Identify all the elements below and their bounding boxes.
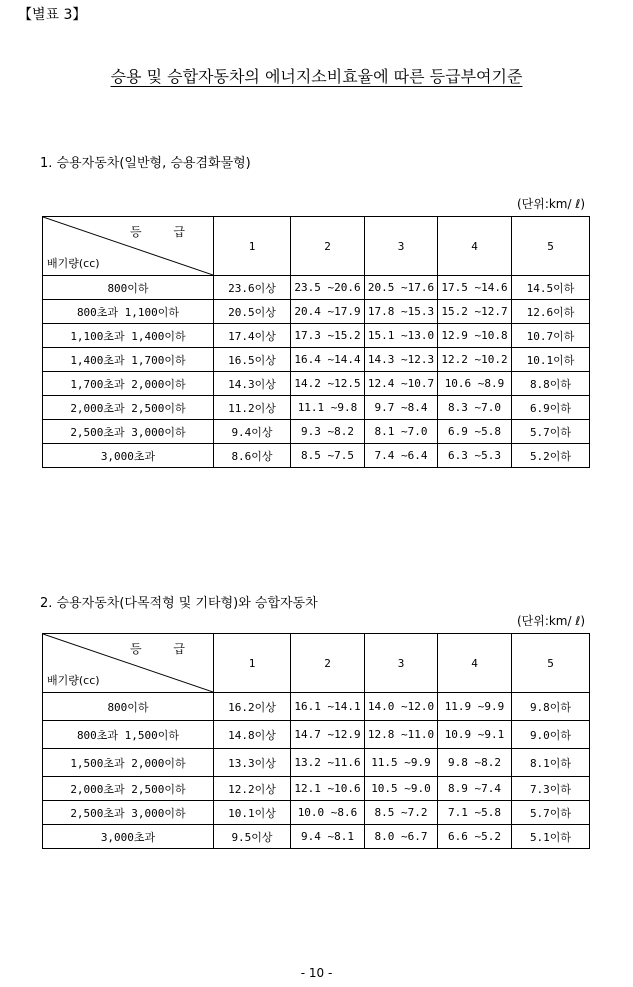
row-label: 1,100초과 1,400이하 [43, 324, 214, 348]
table-cell: 15.1 ~13.0 [365, 324, 438, 348]
grade-header-3: 3 [365, 217, 438, 276]
annex-label: 【별표 3】 [18, 7, 87, 23]
table-cell: 17.4이상 [214, 324, 291, 348]
table-cell: 14.0 ~12.0 [365, 693, 438, 721]
grade-header-label: 등 급 [130, 225, 199, 239]
table-cell: 10.7이하 [512, 324, 590, 348]
displacement-header-label: 배기량(cc) [47, 257, 100, 270]
table-cell: 8.0 ~6.7 [365, 825, 438, 849]
table-cell: 12.1 ~10.6 [291, 777, 365, 801]
row-label: 800이하 [43, 276, 214, 300]
row-label: 800초과 1,100이하 [43, 300, 214, 324]
table-cell: 23.5 ~20.6 [291, 276, 365, 300]
table-cell: 6.6 ~5.2 [438, 825, 512, 849]
table-row [43, 693, 590, 721]
table-row [43, 825, 590, 849]
table-cell: 17.8 ~15.3 [365, 300, 438, 324]
table-cell: 8.9 ~7.4 [438, 777, 512, 801]
table-cell: 8.8이하 [512, 372, 590, 396]
table-cell: 5.2이하 [512, 444, 590, 468]
table-row [43, 300, 590, 324]
table-cell: 8.1이하 [512, 749, 590, 777]
table-row [43, 749, 590, 777]
table-cell: 5.7이하 [512, 801, 590, 825]
table-cell: 8.6이상 [214, 444, 291, 468]
table-cell: 8.1 ~7.0 [365, 420, 438, 444]
table-cell: 10.9 ~9.1 [438, 721, 512, 749]
table-row [43, 420, 590, 444]
row-label: 3,000초과 [43, 444, 214, 468]
table-cell: 6.9 ~5.8 [438, 420, 512, 444]
table-header-row [43, 634, 590, 693]
table-cell: 8.5 ~7.5 [291, 444, 365, 468]
displacement-header-label: 배기량(cc) [47, 674, 100, 687]
table-cell: 9.4이상 [214, 420, 291, 444]
page-title [0, 64, 633, 87]
table-cell: 16.4 ~14.4 [291, 348, 365, 372]
table-cell: 16.2이상 [214, 693, 291, 721]
table-cell: 8.5 ~7.2 [365, 801, 438, 825]
table-cell: 14.3이상 [214, 372, 291, 396]
table-cell: 13.3이상 [214, 749, 291, 777]
table-cell: 11.1 ~9.8 [291, 396, 365, 420]
table-cell: 17.3 ~15.2 [291, 324, 365, 348]
row-label: 800초과 1,500이하 [43, 721, 214, 749]
row-label: 2,000초과 2,500이하 [43, 396, 214, 420]
table-row [43, 324, 590, 348]
section2-heading: 2. 승용자동차(다목적형 및 기타형)와 승합자동차 [40, 596, 318, 611]
grade-header-1: 1 [214, 217, 291, 276]
section2-unit: (단위:km/ ℓ) [516, 614, 585, 628]
grade-header-5: 5 [512, 634, 590, 693]
table-header-row [43, 217, 590, 276]
table-cell: 10.6 ~8.9 [438, 372, 512, 396]
table-cell: 20.5이상 [214, 300, 291, 324]
table-cell: 12.6이하 [512, 300, 590, 324]
table-cell: 23.6이상 [214, 276, 291, 300]
table-row [43, 721, 590, 749]
row-label: 1,400초과 1,700이하 [43, 348, 214, 372]
table-cell: 9.5이상 [214, 825, 291, 849]
table-row [43, 444, 590, 468]
table-cell: 11.9 ~9.9 [438, 693, 512, 721]
table-cell: 15.2 ~12.7 [438, 300, 512, 324]
table-cell: 10.5 ~9.0 [365, 777, 438, 801]
grade-header-4: 4 [438, 217, 512, 276]
table-cell: 16.1 ~14.1 [291, 693, 365, 721]
table-cell: 14.7 ~12.9 [291, 721, 365, 749]
table-cell: 10.1이하 [512, 348, 590, 372]
table-cell: 7.3이하 [512, 777, 590, 801]
grade-table-2 [42, 633, 590, 849]
grade-header-1: 1 [214, 634, 291, 693]
section1-heading: 1. 승용자동차(일반형, 승용겸화물형) [40, 156, 251, 171]
page-number: - 10 - [300, 966, 333, 980]
table-cell: 11.5 ~9.9 [365, 749, 438, 777]
row-label: 1,500초과 2,000이하 [43, 749, 214, 777]
table-row [43, 276, 590, 300]
table-cell: 20.4 ~17.9 [291, 300, 365, 324]
table-row [43, 777, 590, 801]
grade-header-2: 2 [291, 217, 365, 276]
table-cell: 12.2 ~10.2 [438, 348, 512, 372]
grade-header-5: 5 [512, 217, 590, 276]
row-label: 2,500초과 3,000이하 [43, 420, 214, 444]
table-cell: 11.2이상 [214, 396, 291, 420]
row-label: 3,000초과 [43, 825, 214, 849]
table-cell: 10.0 ~8.6 [291, 801, 365, 825]
table-cell: 7.1 ~5.8 [438, 801, 512, 825]
diagonal-header-cell [43, 634, 214, 693]
section1-unit: (단위:km/ ℓ) [516, 197, 585, 211]
diagonal-header-cell [43, 217, 214, 276]
table-cell: 10.1이상 [214, 801, 291, 825]
table-cell: 9.8 ~8.2 [438, 749, 512, 777]
grade-table-1 [42, 216, 590, 468]
grade-header-2: 2 [291, 634, 365, 693]
grade-header-3: 3 [365, 634, 438, 693]
row-label: 2,500초과 3,000이하 [43, 801, 214, 825]
table-cell: 6.3 ~5.3 [438, 444, 512, 468]
table-row [43, 396, 590, 420]
table-cell: 12.8 ~11.0 [365, 721, 438, 749]
table-cell: 5.1이하 [512, 825, 590, 849]
table-cell: 9.7 ~8.4 [365, 396, 438, 420]
table-cell: 14.3 ~12.3 [365, 348, 438, 372]
page-title-text: 승용 및 승합자동차의 에너지소비효율에 따른 등급부여기준 [110, 67, 523, 86]
table-cell: 9.4 ~8.1 [291, 825, 365, 849]
table-cell: 12.9 ~10.8 [438, 324, 512, 348]
table-cell: 7.4 ~6.4 [365, 444, 438, 468]
row-label: 1,700초과 2,000이하 [43, 372, 214, 396]
table-cell: 14.5이하 [512, 276, 590, 300]
table-cell: 12.2이상 [214, 777, 291, 801]
table-cell: 13.2 ~11.6 [291, 749, 365, 777]
row-label: 800이하 [43, 693, 214, 721]
table-cell: 12.4 ~10.7 [365, 372, 438, 396]
table-cell: 20.5 ~17.6 [365, 276, 438, 300]
table-cell: 8.3 ~7.0 [438, 396, 512, 420]
table-cell: 5.7이하 [512, 420, 590, 444]
table-cell: 9.8이하 [512, 693, 590, 721]
table-cell: 9.0이하 [512, 721, 590, 749]
table-cell: 14.2 ~12.5 [291, 372, 365, 396]
grade-header-label: 등 급 [130, 642, 199, 656]
table-cell: 9.3 ~8.2 [291, 420, 365, 444]
table-cell: 17.5 ~14.6 [438, 276, 512, 300]
table-cell: 14.8이상 [214, 721, 291, 749]
table-cell: 6.9이하 [512, 396, 590, 420]
grade-header-4: 4 [438, 634, 512, 693]
table-row [43, 801, 590, 825]
table-row [43, 348, 590, 372]
row-label: 2,000초과 2,500이하 [43, 777, 214, 801]
table-row [43, 372, 590, 396]
table-cell: 16.5이상 [214, 348, 291, 372]
